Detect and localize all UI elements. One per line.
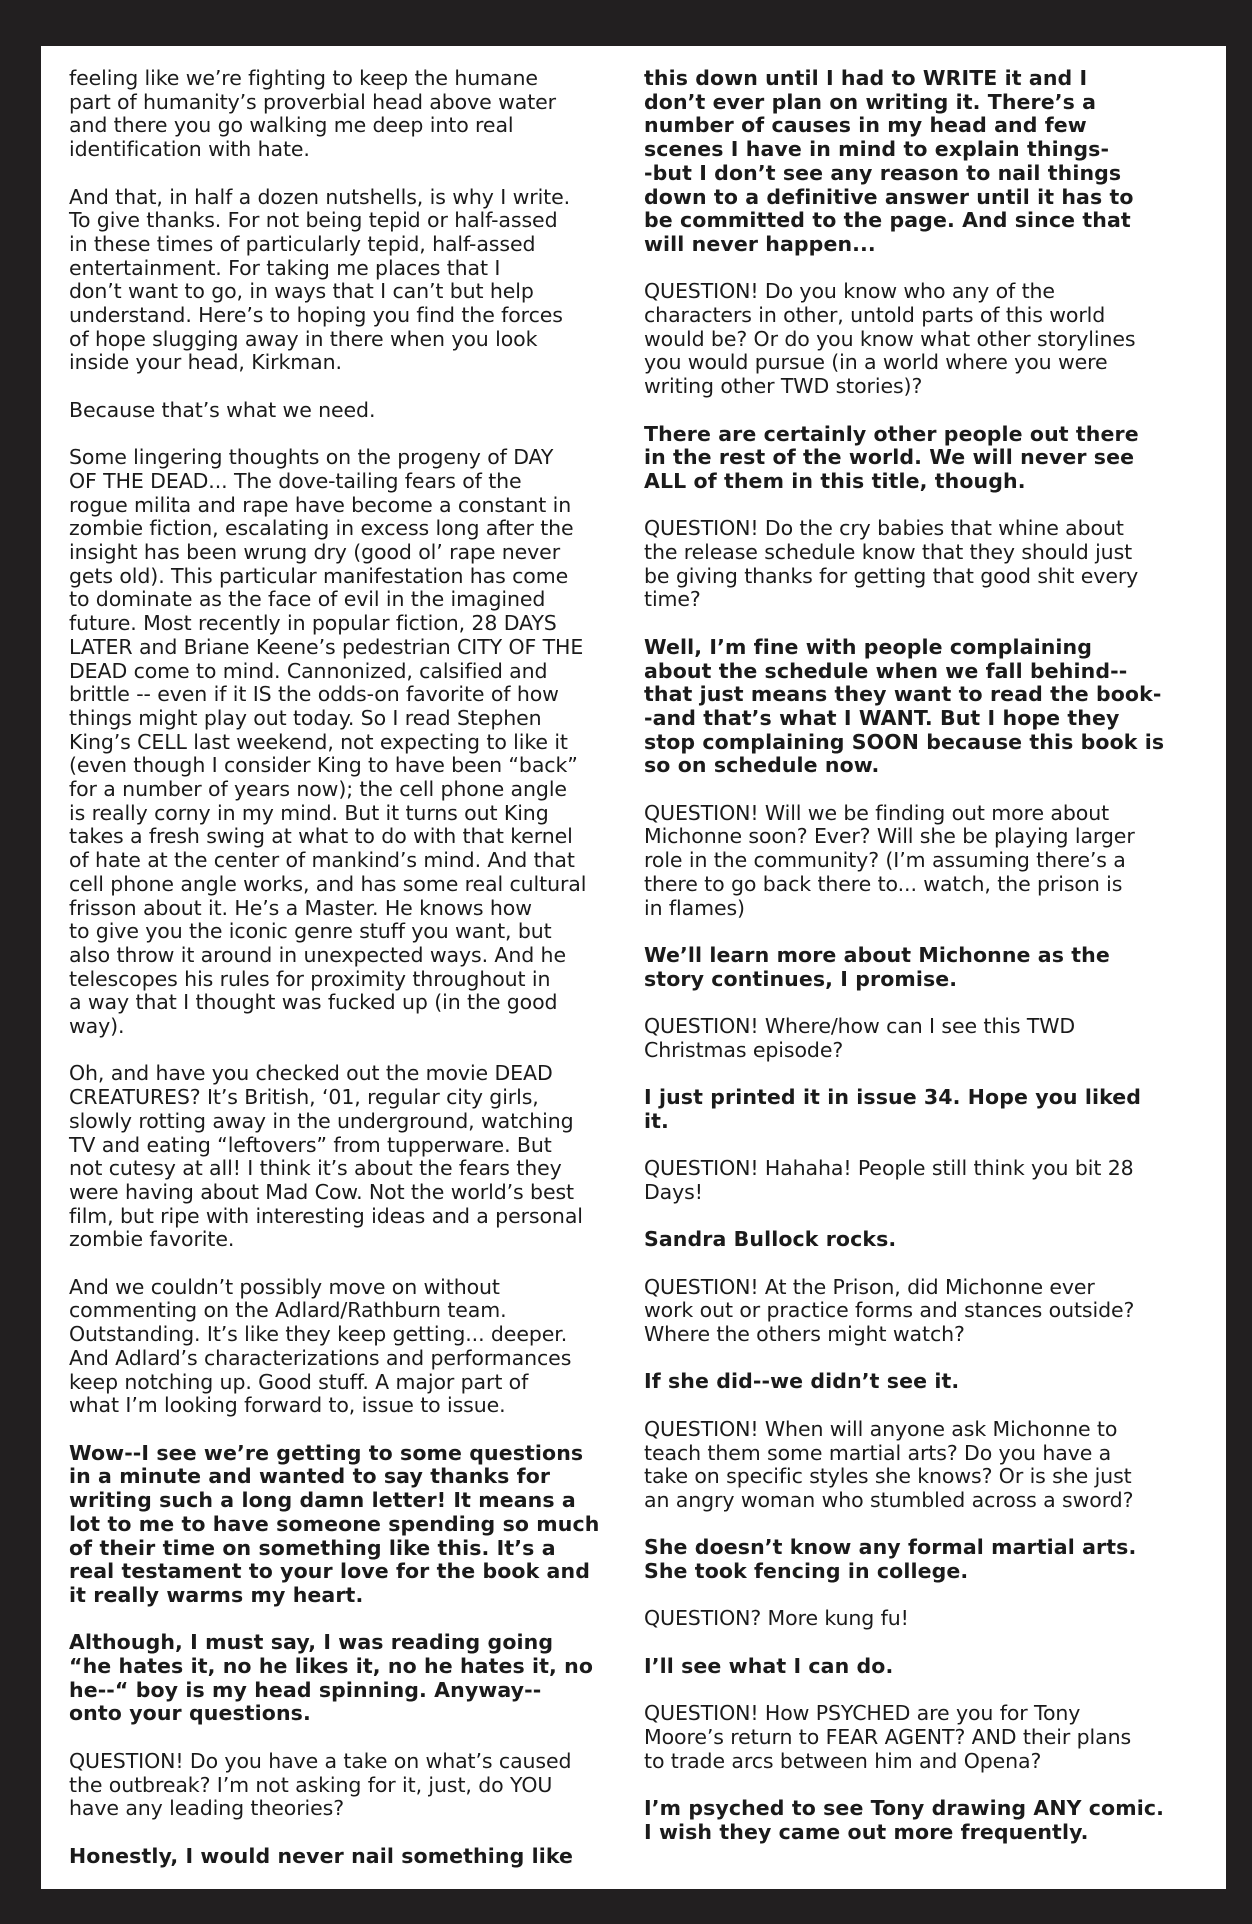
editor-reply: Sandra Bullock rocks. (644, 1227, 897, 1252)
editor-reply: I’ll see what I can do. (644, 1653, 894, 1678)
editor-reply: She doesn’t know any formal martial arts. She took fencing in college. (644, 1535, 1137, 1584)
editor-reply: We’ll learn more about Michonne as the story continues, I promise. (644, 942, 1110, 991)
reader-question: QUESTION! Do you know who any of the characters in other, untold parts of this world would be? Or do you know what other storylines you would pursue (in a world where you were writing other TWD stories)? (644, 279, 1136, 399)
editor-reply: If she did--we didn’t see it. (644, 1369, 960, 1394)
reader-question: QUESTION! Where/how can I see this TWD Christmas episode? (644, 1014, 1076, 1062)
editor-reply: Well, I’m fine with people complaining about the schedule when we fall behind-- that just means they want to read the book- -and that’s what I WANT. But I hope they stop complaining SOON because this book is so on schedule now. (644, 634, 1165, 778)
editor-reply: I just printed it in issue 34. Hope you liked it. (644, 1085, 1142, 1133)
letter-paragraph: Because that’s what we need. (69, 397, 376, 422)
letter-paragraph: feeling like we’re fighting to keep the humane part of humanity’s proverbial head above water and there you go walking me deep into real identification with hate. (69, 66, 556, 162)
editor-reply: Wow--I see we’re getting to some questions in a minute and wanted to say thanks for writing such a long damn letter! It means a lot to me to have someone spending so much of their time on something like this. It’s a real testament to your love for the book and it really warms my heart. (69, 1440, 600, 1607)
editor-reply: There are certainly other people out there in the rest of the world. We will never see ALL of them in this title, though. (644, 421, 1139, 493)
letter-paragraph: And we couldn’t possibly move on without commenting on the Adlard/Rathburn team. Outstanding. It’s like they keep getting... deeper. And Adlard’s characterizations and performances keep notching up. Good stuff. A major part of what I’m looking forward to, issue to issue. (69, 1274, 572, 1418)
letter-paragraph: Oh, and have you checked out the movie DEAD CREATURES? It’s British, ‘01, regular city girls, slowly rotting away in the underground, watching TV and eating “leftovers” from tupperware. But not cutesy at all! I think it’s about the fears they were having about Mad Cow. Not the world’s best film, but ripe with interesting ideas and a personal zombie favorite. (69, 1061, 583, 1252)
editor-reply: Although, I must say, I was reading going “he hates it, no he likes it, no he hates it, no he--“ boy is my head spinning. Anyway-- onto your questions. (69, 1630, 594, 1726)
reader-question: QUESTION! When will anyone ask Michonne to teach them some martial arts? Do you have a take on specific styles she knows? Or is she just an angry woman who stumbled across a sword? (644, 1416, 1134, 1512)
letter-paragraph: Some lingering thoughts on the progeny of DAY OF THE DEAD... The dove-tailing fears of the rogue milita and rape have become a constant in zombie fiction, escalating in excess long after the insight has been wrung dry (good ol’ rape never gets old). This particular manifestation has come to dominate as the face of evil in the imagined future. Most recently in popular fiction, 28 DAYS LATER and Briane Keene’s pedestrian CITY OF THE DEAD come to mind. Cannonized, calsified and brittle -- even if it IS the odds-on favorite of how things might play out today. So I read Stephen King’s CELL last weekend, not expecting to like it (even though I consider King to have been “back” for a number of years now); the cell phone angle is really corny in my mind. But it turns out King takes a fresh swing at what to do with that kernel of hate at the center of mankind’s mind. And that cell phone angle works, and has some real cultural frisson about it. He’s a Master. He knows how to give you the iconic genre stuff you want, but also throw it around in unexpected ways. And he telescopes his rules for proximity throughout in a way that I thought was fucked up (in the good way). (69, 445, 587, 1039)
reader-question: QUESTION! At the Prison, did Michonne ever work out or practice forms and stances outside? Where the others might watch? (644, 1274, 1135, 1347)
right-column (644, 67, 1216, 1844)
editor-reply: this down until I had to WRITE it and I don’t ever plan on writing it. There’s a number of causes in my head and few scenes I have in mind to explain things- -but I don’t see any reason to nail things down to a definitive answer until it has to be committed to the page. And since that will never happen... (644, 66, 1134, 256)
left-column (69, 67, 634, 1868)
letters-page (41, 46, 1226, 1889)
reader-question: QUESTION! Will we be finding out more about Michonne soon? Ever? Will she be playing larger role in the community? (I’m assuming there’s a there to go back there to... watch, the prison is in flames) (644, 800, 1135, 920)
reader-question: QUESTION! How PSYCHED are you for Tony Moore’s return to FEAR AGENT? AND their plans to trade arcs between him and Opena? (644, 1701, 1132, 1773)
reader-question: QUESTION! Hahaha! People still think you bit 28 Days! (644, 1156, 1134, 1204)
reader-question: QUESTION? More kung fu! (644, 1606, 909, 1631)
letter-paragraph: And that, in half a dozen nutshells, is why I write. To give thanks. For not being tepid or half-assed in these times of particularly tepid, half-assed entertainment. For taking me places that I don’t want to go, in ways that I can’t but help understand. Here’s to hoping you find the forces of hope slugging away in there when you look inside your head, Kirkman. (69, 184, 571, 375)
reader-question: QUESTION! Do you have a take on what’s caused the outbreak? I’m not asking for it, just, do YOU have any leading theories? (69, 1748, 572, 1821)
editor-reply: I’m psyched to see Tony drawing ANY comic. I wish they came out more frequently. (644, 1796, 1164, 1844)
reader-question: QUESTION! Do the cry babies that whine about the release schedule know that they should just be giving thanks for getting that good shit every time? (644, 516, 1139, 612)
editor-reply: Honestly, I would never nail something like (69, 1843, 574, 1868)
